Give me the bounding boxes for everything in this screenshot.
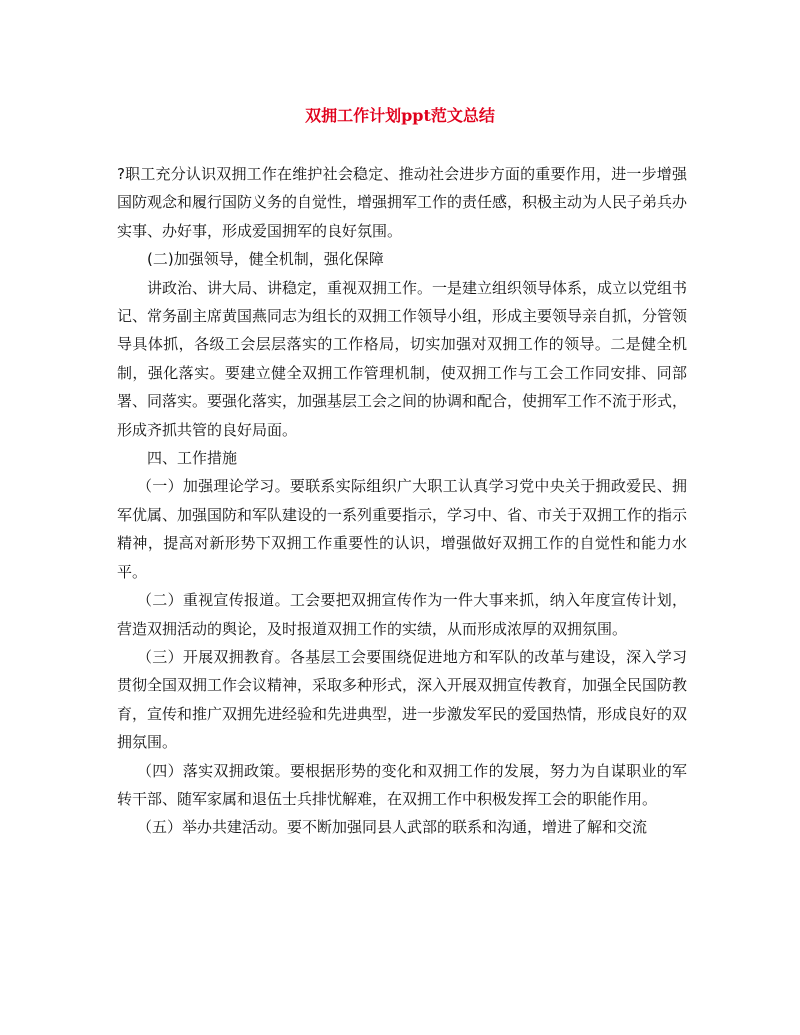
paragraph: （一）加强理论学习。要联系实际组织广大职工认真学习党中央关于拥政爱民、拥军优属、加强国防和军队建设的一系列重要指示，学习中、省、市关于双拥工作的指示精神，提高对新形势下双拥工作重要性的认识，增强做好双拥工作的自觉性和能力水平。	[117, 477, 688, 581]
paragraph: （五）举办共建活动。要不断加强同县人武部的联系和沟通，增进了解和交流	[137, 818, 648, 837]
paragraph: （四）落实双拥政策。要根据形势的变化和双拥工作的发展，努力为自谋职业的军转干部、随军家属和退伍士兵排忧解难，在双拥工作中积极发挥工会的职能作用。	[117, 761, 687, 808]
section-heading: (二)加强领导，健全机制，强化保障	[147, 250, 384, 269]
document-title: 双拥工作计划ppt范文总结	[305, 106, 495, 125]
section-heading: 四、工作措施	[147, 449, 238, 468]
paragraph: 讲政治、讲大局、讲稳定，重视双拥工作。一是建立组织领导体系，成立以党组书记、常务副主席黄国燕同志为组长的双拥工作领导小组，形成主要领导亲自抓，分管领导具体抓，各级工会层层落实的工作格局，切实加强对双拥工作的领导。二是健全机制，强化落实。要建立健全双拥工作管理机制，使双拥工作与工会工作同安排、同部署、同落实。要强化落实，加强基层工会之间的协调和配合，使拥军工作不流于形式，形成齐抓共管的良好局面。	[117, 278, 688, 439]
paragraph: （二）重视宣传报道。工会要把双拥宣传作为一件大事来抓，纳入年度宣传计划，营造双拥活动的舆论，及时报道双拥工作的实绩，从而形成浓厚的双拥氛围。	[117, 591, 687, 638]
paragraph: （三）开展双拥教育。各基层工会要围绕促进地方和军队的改革与建设，深入学习贯彻全国双拥工作会议精神，采取多种形式，深入开展双拥宣传教育，加强全民国防教育，宣传和推广双拥先进经验和先进典型，进一步激发军民的爱国热情，形成良好的双拥氛围。	[117, 647, 688, 752]
paragraph: ?职工充分认识双拥工作在维护社会稳定、推动社会进步方面的重要作用，进一步增强国防观念和履行国防义务的自觉性，增强拥军工作的责任感，积极主动为人民子弟兵办实事、办好事，形成爱国拥军的良好氛围。	[117, 165, 688, 240]
document-body	[117, 160, 687, 842]
